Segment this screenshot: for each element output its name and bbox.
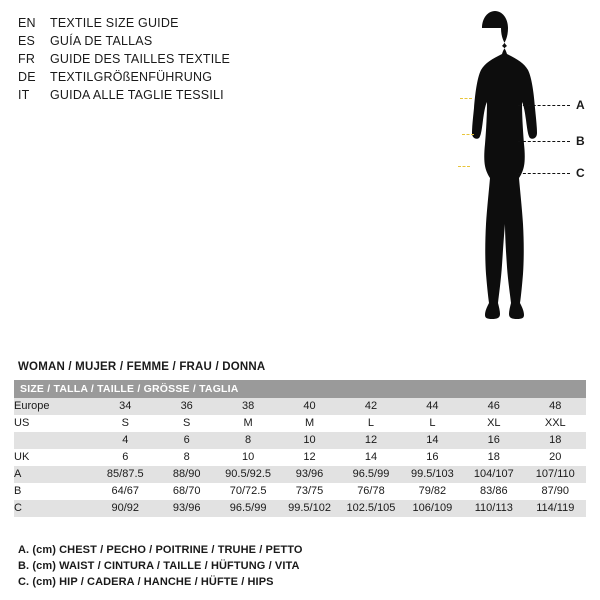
legend-line-b: B. (cm) WAIST / CINTURA / TAILLE / HÜFTUNG / VITA (18, 560, 300, 572)
marker-c-leader (518, 173, 570, 174)
table-cell: 14 (340, 449, 401, 466)
marker-c-label: C (576, 166, 585, 180)
row-label: A (14, 466, 95, 483)
table-cell: 85/87.5 (95, 466, 156, 483)
language-title: GUÍA DE TALLAS (50, 34, 153, 48)
table-cell: 107/110 (525, 466, 586, 483)
table-row (14, 466, 586, 483)
table-row (14, 415, 586, 432)
table-cell: 14 (402, 432, 463, 449)
table-cell: 10 (217, 449, 278, 466)
table-cell: 42 (340, 398, 401, 415)
table-cell: 83/86 (463, 483, 524, 500)
table-cell: 114/119 (525, 500, 586, 517)
marker-b (518, 134, 585, 148)
table-cell: 87/90 (525, 483, 586, 500)
language-code: ES (18, 34, 36, 48)
waist-marker-line (462, 134, 480, 135)
language-title: TEXTILE SIZE GUIDE (50, 16, 179, 30)
table-cell: 96.5/99 (340, 466, 401, 483)
language-code: IT (18, 88, 30, 102)
row-label: B (14, 483, 95, 500)
table-cell: 76/78 (340, 483, 401, 500)
table-cell: S (156, 415, 217, 432)
language-code: FR (18, 52, 36, 66)
language-row-it (18, 88, 318, 106)
language-row-es (18, 34, 318, 52)
legend-line-a: A. (cm) CHEST / PECHO / POITRINE / TRUHE / PETTO (18, 544, 303, 556)
marker-b-label: B (576, 134, 585, 148)
table-cell: 6 (95, 449, 156, 466)
table-row (14, 432, 586, 449)
table-cell: 10 (279, 432, 340, 449)
measurement-legend (18, 542, 303, 590)
table-cell: 20 (525, 449, 586, 466)
table-cell: 99.5/102 (279, 500, 340, 517)
table-cell: L (340, 415, 401, 432)
language-title: TEXTILGRÖßENFÜHRUNG (50, 70, 213, 84)
table-cell: 6 (156, 432, 217, 449)
table-cell: 44 (402, 398, 463, 415)
table-cell: 46 (463, 398, 524, 415)
marker-c (518, 166, 585, 180)
table-cell: 110/113 (463, 500, 524, 517)
female-silhouette-icon (430, 8, 590, 368)
table-cell: 12 (340, 432, 401, 449)
table-cell: 16 (402, 449, 463, 466)
table-cell: 16 (463, 432, 524, 449)
table-cell: 18 (463, 449, 524, 466)
measurement-figure (430, 8, 590, 368)
hip-marker-line (458, 166, 476, 167)
table-cell: 8 (217, 432, 278, 449)
table-cell: 96.5/99 (217, 500, 278, 517)
language-header-list (18, 16, 318, 106)
table-cell: 8 (156, 449, 217, 466)
language-row-en (18, 16, 318, 34)
table-cell: XXL (525, 415, 586, 432)
table-cell: 73/75 (279, 483, 340, 500)
table-cell: 38 (217, 398, 278, 415)
table-cell: 93/96 (156, 500, 217, 517)
table-cell: 48 (525, 398, 586, 415)
table-cell: 106/109 (402, 500, 463, 517)
table-cell: 93/96 (279, 466, 340, 483)
size-table (14, 380, 586, 517)
table-row (14, 483, 586, 500)
table-cell: L (402, 415, 463, 432)
row-label: US (14, 415, 95, 432)
table-cell: 90.5/92.5 (217, 466, 278, 483)
table-row (14, 449, 586, 466)
table-cell: S (95, 415, 156, 432)
table-cell: 18 (525, 432, 586, 449)
row-label (14, 432, 95, 449)
chest-marker-line (460, 98, 478, 99)
table-cell: XL (463, 415, 524, 432)
marker-a-label: A (576, 98, 585, 112)
table-cell: 88/90 (156, 466, 217, 483)
marker-b-leader (518, 141, 570, 142)
table-cell: 4 (95, 432, 156, 449)
language-code: EN (18, 16, 36, 30)
language-title: GUIDA ALLE TAGLIE TESSILI (50, 88, 224, 102)
table-cell: 90/92 (95, 500, 156, 517)
marker-a (518, 98, 585, 112)
table-cell: 99.5/103 (402, 466, 463, 483)
table-cell: 68/70 (156, 483, 217, 500)
row-label: C (14, 500, 95, 517)
language-row-de (18, 70, 318, 88)
table-header-label: SIZE / TALLA / TAILLE / GRÖSSE / TAGLIA (14, 380, 586, 398)
table-cell: 36 (156, 398, 217, 415)
table-cell: 64/67 (95, 483, 156, 500)
table-cell: 79/82 (402, 483, 463, 500)
woman-section-caption: WOMAN / MUJER / FEMME / FRAU / DONNA (18, 361, 266, 373)
table-cell: 102.5/105 (340, 500, 401, 517)
table-cell: 12 (279, 449, 340, 466)
language-row-fr (18, 52, 318, 70)
legend-line-c: C. (cm) HIP / CADERA / HANCHE / HÜFTE / HIPS (18, 576, 274, 588)
marker-a-leader (518, 105, 570, 106)
table-cell: M (279, 415, 340, 432)
row-label: UK (14, 449, 95, 466)
language-title: GUIDE DES TAILLES TEXTILE (50, 52, 231, 66)
table-cell: 70/72.5 (217, 483, 278, 500)
table-cell: 40 (279, 398, 340, 415)
table-row (14, 500, 586, 517)
table-header-row (14, 380, 586, 398)
language-code: DE (18, 70, 36, 84)
table-cell: M (217, 415, 278, 432)
row-label: Europe (14, 398, 95, 415)
table-cell: 104/107 (463, 466, 524, 483)
table-cell: 34 (95, 398, 156, 415)
table-row (14, 398, 586, 415)
